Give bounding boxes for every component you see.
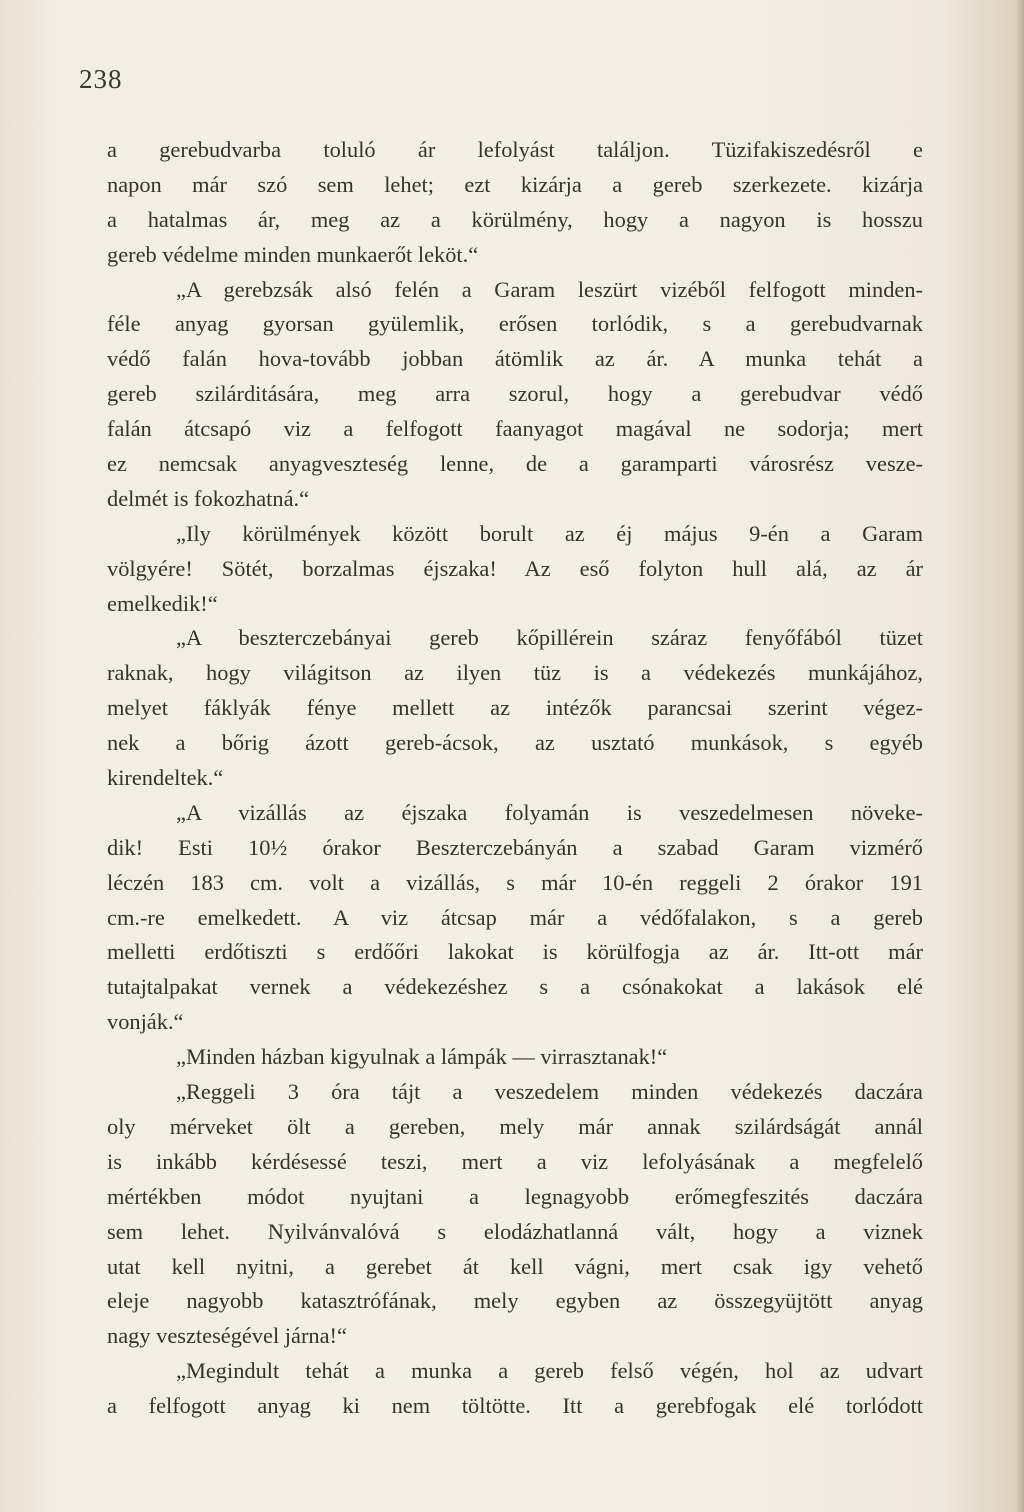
text-line: sem lehet. Nyilvánvalóvá s elodázhatlanná vált, hogy a viznek xyxy=(107,1218,923,1244)
text-line: féle anyag gyorsan gyülemlik, erősen torlódik, s a gerebudvarnak xyxy=(107,311,923,337)
text-line: „A beszterczebányai gereb kőpillérein száraz fenyőfából tüzet xyxy=(176,625,923,651)
text-line: melletti erdőtiszti s erdőőri lakokat is körülfogja az ár. Itt-ott már xyxy=(107,939,923,965)
text-line: utat kell nyitni, a gerebet át kell vágni, mert csak igy vehető xyxy=(107,1253,923,1279)
text-line: „A gerebzsák alsó felén a Garam leszürt vizéből felfogott minden- xyxy=(176,276,923,302)
text-line: gereb szilárditására, meg arra szorul, hogy a gerebudvar védő xyxy=(107,381,923,407)
text-line: gereb védelme minden munkaerőt leköt.“ xyxy=(107,241,479,267)
text-line: falán átcsapó viz a felfogott faanyagot magával ne sodorja; mert xyxy=(107,416,923,442)
text-line: a hatalmas ár, meg az a körülmény, hogy a nagyon is hosszu xyxy=(107,206,923,232)
text-line: mértékben módot nyujtani a legnagyobb erőmegfeszités daczára xyxy=(107,1183,923,1209)
page-number: 238 xyxy=(79,64,123,94)
text-line: „Ily körülmények között borult az éj május 9-én a Garam xyxy=(176,520,923,546)
text-line: nagy veszteségével járna!“ xyxy=(107,1323,347,1349)
text-line: raknak, hogy világitson az ilyen tüz is a védekezés munkájához, xyxy=(107,660,923,686)
body-text xyxy=(107,133,923,1424)
text-line: a gerebudvarba toluló ár lefolyást találjon. Tüzifakiszedésről e xyxy=(107,137,923,162)
text-line: kirendeltek.“ xyxy=(107,765,224,791)
text-line: „Minden házban kigyulnak a lámpák — virrasztanak!“ xyxy=(176,1044,668,1070)
text-line: is inkább kérdésessé teszi, mert a viz lefolyásának a megfelelő xyxy=(107,1148,923,1174)
text-line: a felfogott anyag ki nem töltötte. Itt a gerebfogak elé torlódott xyxy=(107,1393,923,1419)
text-line: védő falán hova-tovább jobban átömlik az ár. A munka tehát a xyxy=(107,346,923,372)
text-line: oly mérveket ölt a gereben, mely már annak szilárdságát annál xyxy=(107,1113,923,1139)
text-line: melyet fáklyák fénye mellett az intézők parancsai szerint végez- xyxy=(107,695,923,721)
text-line: delmét is fokozhatná.“ xyxy=(107,485,310,511)
text-line: „Megindult tehát a munka a gereb felső végén, hol az udvart xyxy=(176,1358,923,1384)
text-line: „A vizállás az éjszaka folyamán is veszedelmesen növeke- xyxy=(176,799,923,825)
text-line: emelkedik!“ xyxy=(107,590,218,616)
text-line: „Reggeli 3 óra tájt a veszedelem minden védekezés daczára xyxy=(176,1079,923,1105)
text-line: dik! Esti 10½ órakor Beszterczebányán a szabad Garam vizmérő xyxy=(107,834,923,860)
text-line: napon már szó sem lehet; ezt kizárja a gereb szerkezete. kizárja xyxy=(107,171,923,197)
text-line: eleje nagyobb katasztrófának, mely egyben az összegyüjtött anyag xyxy=(107,1288,923,1314)
page-edge-shadow xyxy=(1016,0,1024,1512)
text-line: cm.-re emelkedett. A viz átcsap már a védőfalakon, s a gereb xyxy=(107,904,923,930)
text-line: völgyére! Sötét, borzalmas éjszaka! Az eső folyton hull alá, az ár xyxy=(107,555,923,581)
text-line: ez nemcsak anyagveszteség lenne, de a garamparti városrész vesze- xyxy=(107,451,923,477)
text-line: nek a bőrig ázott gereb-ácsok, az usztató munkások, s egyéb xyxy=(107,730,923,756)
text-line: tutajtalpakat vernek a védekezéshez s a csónakokat a lakások elé xyxy=(107,974,923,1000)
text-line: vonják.“ xyxy=(107,1009,184,1035)
text-line: léczén 183 cm. volt a vizállás, s már 10-én reggeli 2 órakor 191 xyxy=(107,869,923,895)
